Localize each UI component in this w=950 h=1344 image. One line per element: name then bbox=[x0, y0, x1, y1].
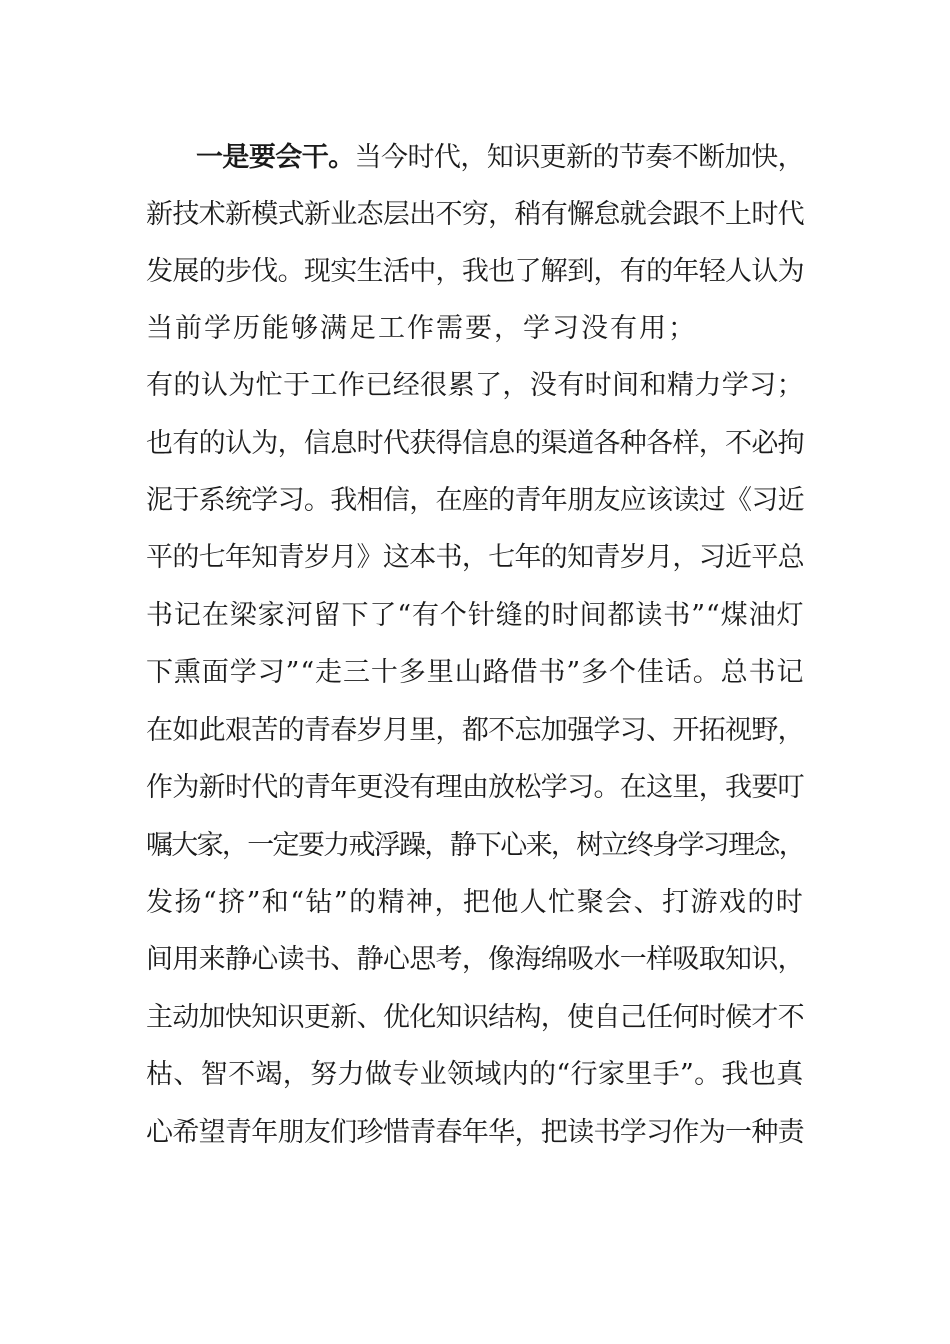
paragraph-line-9: 书记在梁家河留下了“有个针缝的时间都读书”“煤油灯 bbox=[146, 600, 805, 631]
paragraph-line-4: 当前学历能够满足工作需要，学习没有用； bbox=[146, 313, 697, 344]
paragraph-line-6: 也有的认为，信息时代获得信息的渠道各种各样，不必拘 bbox=[146, 428, 804, 459]
paragraph-line-7: 泥于系统学习。我相信，在座的青年朋友应该读过《习近 bbox=[146, 485, 804, 516]
paragraph-line-13: 嘱大家，一定要力戒浮躁，静下心来，树立终身学习理念， bbox=[146, 830, 804, 861]
paragraph-line-2: 新技术新模式新业态层出不穷，稍有懈怠就会跟不上时代 bbox=[146, 199, 804, 230]
paragraph-line-3: 发展的步伐。现实生活中，我也了解到，有的年轻人认为 bbox=[146, 256, 804, 287]
paragraph-line-16: 主动加快知识更新、优化知识结构，使自己任何时候才不 bbox=[146, 1002, 804, 1033]
paragraph-line-17: 枯、智不竭，努力做专业领域内的“行家里手”。我也真 bbox=[146, 1059, 804, 1090]
paragraph-line-18: 心希望青年朋友们珍惜青春年华，把读书学习作为一种责 bbox=[146, 1117, 804, 1148]
paragraph-line-8: 平的七年知青岁月》这本书，七年的知青岁月，习近平总 bbox=[146, 542, 804, 573]
paragraph-line-15: 间用来静心读书、静心思考，像海绵吸水一样吸取知识， bbox=[146, 944, 804, 975]
paragraph-line-11: 在如此艰苦的青春岁月里，都不忘加强学习、开拓视野， bbox=[146, 715, 804, 746]
paragraph-line-5: 有的认为忙于工作已经很累了，没有时间和精力学习； bbox=[146, 370, 804, 401]
paragraph-line-1 bbox=[196, 140, 804, 176]
paragraph-line-10: 下熏面学习”“走三十多里山路借书”多个佳话。总书记 bbox=[146, 657, 805, 688]
paragraph-line-12: 作为新时代的青年更没有理由放松学习。在这里，我要叮 bbox=[146, 772, 804, 803]
paragraph-line-14: 发扬“挤”和“钻”的精神，把他人忙聚会、打游戏的时 bbox=[146, 887, 805, 918]
lead-heading: 一是要会干。 bbox=[196, 142, 355, 173]
line-text: 当今时代，知识更新的节奏不断加快， bbox=[354, 142, 804, 173]
